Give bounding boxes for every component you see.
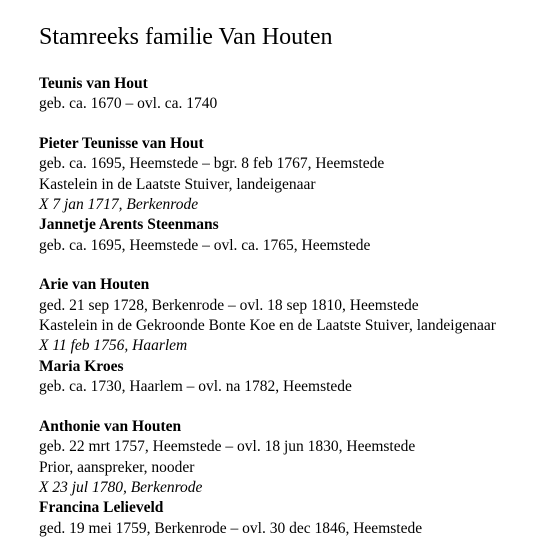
person-name: Pieter Teunisse van Hout — [39, 134, 204, 152]
generation-3 — [39, 275, 535, 397]
person-occupation: Kastelein in de Laatste Stuiver, landeigenaar — [39, 175, 316, 193]
spouse-name: Maria Kroes — [39, 357, 124, 375]
spouse-dates: geb. ca. 1730, Haarlem – ovl. na 1782, Heemstede — [39, 378, 352, 396]
person-dates: geb. 22 mrt 1757, Heemstede – ovl. 18 jun 1830, Heemstede — [39, 438, 416, 456]
pedigree-document — [39, 22, 535, 558]
generation-1 — [39, 74, 535, 115]
person-dates: geb. ca. 1670 – ovl. ca. 1740 — [39, 95, 218, 113]
marriage-record: X 11 feb 1756, Haarlem — [39, 337, 188, 355]
marriage-record: X 23 jul 1780, Berkenrode — [39, 478, 203, 496]
marriage-record: X 7 jan 1717, Berkenrode — [39, 196, 199, 214]
person-name: Arie van Houten — [39, 276, 150, 294]
person-name: Teunis van Hout — [39, 75, 148, 92]
person-dates: ged. 21 sep 1728, Berkenrode – ovl. 18 sep 1810, Heemstede — [39, 296, 419, 314]
spouse-name: Jannetje Arents Steenmans — [39, 216, 219, 234]
document-title: Stamreeks familie Van Houten — [39, 24, 333, 50]
person-name: Anthonie van Houten — [39, 417, 182, 435]
person-dates: geb. ca. 1695, Heemstede – bgr. 8 feb 1767, Heemstede — [39, 155, 385, 173]
spouse-dates: geb. ca. 1695, Heemstede – ovl. ca. 1765, Heemstede — [39, 236, 371, 254]
person-occupation: Kastelein in de Gekroonde Bonte Koe en de Laatste Stuiver, landeigenaar — [39, 317, 496, 335]
spouse-dates: ged. 19 mei 1759, Berkenrode – ovl. 30 dec 1846, Heemstede — [39, 519, 423, 537]
generation-4 — [39, 417, 535, 539]
spouse-name: Francina Lelieveld — [39, 499, 164, 517]
person-occupation: Prior, aanspreker, nooder — [39, 458, 195, 476]
generation-2 — [39, 134, 535, 256]
